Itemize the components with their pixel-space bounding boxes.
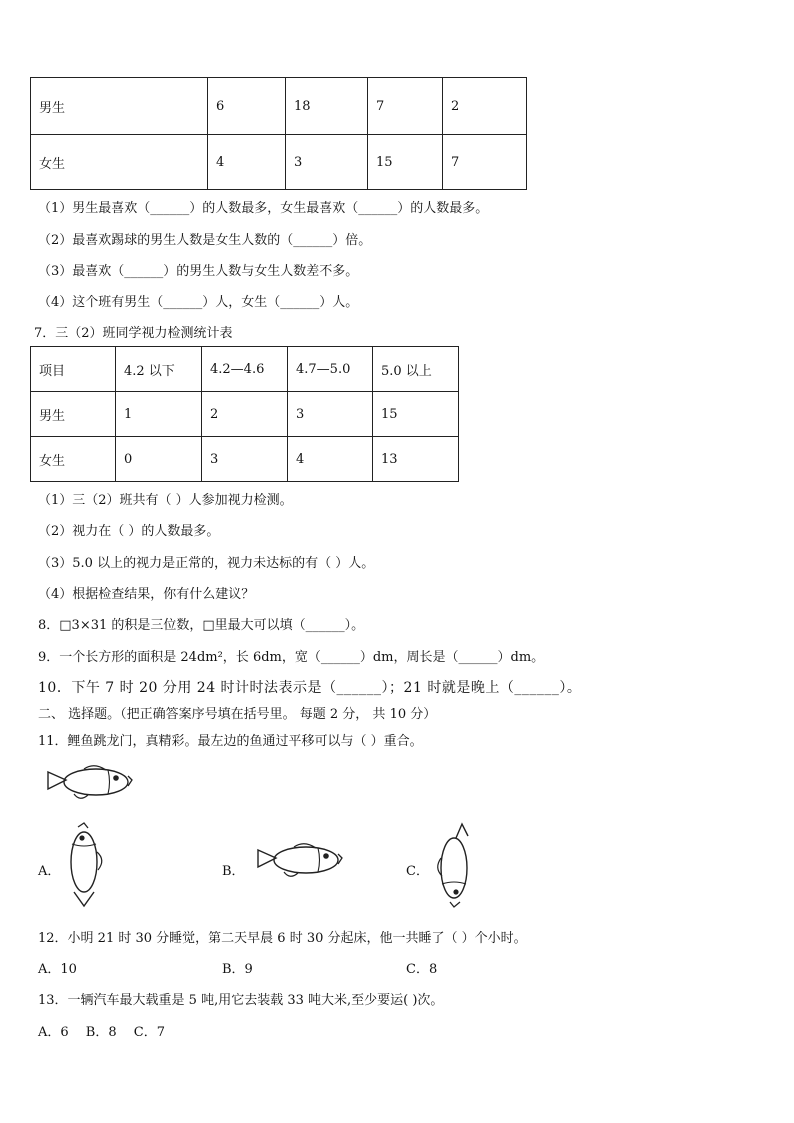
q8-text: 8．□3×31 的积是三位数，□里最大可以填（______）。 — [38, 618, 365, 633]
fish-flipped-icon — [432, 822, 478, 908]
table1-cell: 男生 — [31, 78, 208, 135]
table1-cell: 18 — [286, 78, 368, 135]
q11-text: 11．鲤鱼跳龙门，真精彩。最左边的鱼通过平移可以与（ ）重合。 — [38, 734, 423, 749]
q7-sub1: （1）三（2）班共有（ ）人参加视力检测。 — [38, 493, 293, 508]
q11-option-c-label: C． — [406, 864, 429, 879]
q11-option-a-label: A． — [38, 864, 61, 879]
fish-rotated-icon — [62, 822, 108, 908]
q10-text: 10．下午 7 时 20 分用 24 时计时法表示是（______）；21 时就是晚上（______）。 — [38, 680, 582, 696]
q9-text: 9．一个长方形的面积是 24dm²，长 6dm，宽（______）dm，周长是（______）dm。 — [38, 650, 545, 665]
q7-sub3: （3）5.0 以上的视力是正常的，视力未达标的有（ ）人。 — [38, 556, 375, 571]
q6-sub1: （1）男生最喜欢（______）的人数最多，女生最喜欢（______）的人数最多。 — [38, 201, 489, 216]
q7-sub2: （2）视力在（ ）的人数最多。 — [38, 524, 220, 539]
q7-sub4: （4）根据检查结果，你有什么建议？ — [38, 587, 255, 602]
q11-option-b-label: B． — [222, 864, 245, 879]
table1-cell: 2 — [443, 78, 527, 135]
table1-cell: 3 — [286, 135, 368, 190]
q12-option-c: C．8 — [406, 962, 438, 977]
q6-sub4: （4）这个班有男生（______）人，女生（______）人。 — [38, 295, 359, 310]
table2-cell: 4 — [288, 437, 373, 482]
q13-options: A．6 B．8 C．7 — [38, 1025, 165, 1040]
table2-cell: 15 — [373, 392, 459, 437]
fish-icon — [44, 762, 134, 806]
q12-option-a: A．10 — [38, 962, 77, 977]
table2-header-cell: 4.7—5.0 — [288, 347, 373, 392]
table2-header-cell: 项目 — [31, 347, 116, 392]
table1-cell: 4 — [208, 135, 286, 190]
favorite-sports-table — [30, 77, 527, 190]
section-2-heading: 二、 选择题。（把正确答案序号填在括号里。 每题 2 分， 共 10 分） — [38, 707, 437, 722]
q6-sub3: （3）最喜欢（______）的男生人数与女生人数差不多。 — [38, 264, 359, 279]
table2-cell: 3 — [202, 437, 288, 482]
table2-cell: 2 — [202, 392, 288, 437]
table1-cell: 7 — [368, 78, 443, 135]
table2-header-cell: 5.0 以上 — [373, 347, 459, 392]
table2-header-cell: 4.2 以下 — [116, 347, 202, 392]
q12-text: 12．小明 21 时 30 分睡觉，第二天早晨 6 时 30 分起床，他一共睡了（ ）个小时。 — [38, 931, 527, 946]
q13-text: 13．一辆汽车最大载重是 5 吨,用它去装载 33 吨大米,至少要运( )次。 — [38, 993, 444, 1008]
q7-title: 7．三（2）班同学视力检测统计表 — [34, 326, 233, 341]
fish-translated-icon — [254, 840, 344, 884]
table1-cell: 6 — [208, 78, 286, 135]
q12-option-b: B．9 — [222, 962, 253, 977]
table2-cell: 女生 — [31, 437, 116, 482]
table2-header-cell: 4.2—4.6 — [202, 347, 288, 392]
table2-cell: 1 — [116, 392, 202, 437]
table2-cell: 0 — [116, 437, 202, 482]
q6-sub2: （2）最喜欢踢球的男生人数是女生人数的（______）倍。 — [38, 233, 372, 248]
table2-cell: 13 — [373, 437, 459, 482]
table2-cell: 3 — [288, 392, 373, 437]
table1-cell: 女生 — [31, 135, 208, 190]
table2-cell: 男生 — [31, 392, 116, 437]
table1-cell: 7 — [443, 135, 527, 190]
vision-test-table — [30, 346, 459, 482]
table1-cell: 15 — [368, 135, 443, 190]
